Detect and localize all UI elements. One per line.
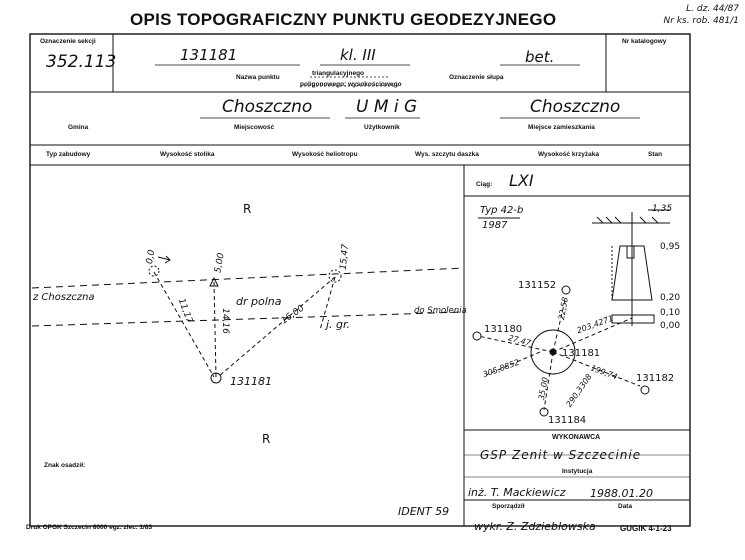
roof-top-height-label: Wys. szczytu daszka: [415, 151, 479, 158]
dim-top: 1,35: [652, 204, 673, 214]
measure-2: 5,00: [213, 252, 227, 274]
made-by-label: Sporządził: [492, 503, 525, 510]
depth-4: 0,00: [660, 321, 681, 331]
distance-2: 14,16: [219, 308, 230, 334]
locality-label: Miejscowość: [234, 124, 275, 131]
measure-1: 0,0: [144, 249, 158, 265]
form-code: GUGiK 4-1-23: [620, 524, 672, 533]
depth-1: 0,95: [660, 242, 681, 252]
ciag-label: Ciąg:: [476, 181, 493, 188]
form-title: OPIS TOPOGRAFICZNY PUNKTU GEODEZYJNEGO: [130, 10, 557, 29]
measure-3: 15,47: [338, 243, 351, 271]
status-label: Stan: [648, 151, 663, 158]
from-label: z Choszczna: [33, 292, 95, 303]
executor-header: WYKONAWCA: [552, 434, 601, 441]
heliotrope-height-label: Wysokość heliotropu: [292, 151, 358, 158]
executor-date: 1988.01.20: [590, 487, 653, 500]
date-label: Data: [618, 503, 633, 510]
distance-3: 16,00: [279, 303, 307, 327]
angle-2: 27,47: [507, 333, 532, 348]
ciag-value: LXI: [509, 171, 534, 190]
printer-info: Druk OPGK Szczecin 8000 egz. zlec. 1/83: [26, 524, 153, 531]
signs-label: Znak osadził:: [44, 462, 86, 469]
drawn-by: wykr. Z. Zdziebłowska: [474, 520, 596, 533]
ref-point-131184: 131184: [548, 415, 587, 426]
point-number: 131181: [180, 46, 238, 64]
depth-2: 0,20: [660, 293, 681, 303]
triangulation-label: triangulacyjnego: [312, 70, 365, 77]
depth-3: 0,10: [660, 308, 681, 318]
angle-3: 203,4271: [575, 313, 615, 336]
to-label: do Smolenia: [414, 306, 467, 316]
post-type: bet.: [525, 48, 555, 66]
building-type-label: Typ zabudowy: [46, 151, 91, 158]
angle-7: 290,3308: [564, 372, 594, 409]
gmina-label: Gmina: [68, 124, 89, 131]
ident-label: IDENT 59: [398, 505, 450, 518]
section-label: Oznaczenie sekcji: [40, 38, 96, 45]
angle-4: 305,8852: [481, 357, 521, 380]
institution-label: Instytucja: [562, 468, 593, 475]
post-label: Oznaczenie słupa: [449, 74, 504, 81]
ref-point-131181: 131181: [562, 348, 601, 359]
angle-5: 199,74: [589, 363, 619, 382]
north-r-label: R: [243, 202, 252, 216]
post-year: 1987: [482, 220, 508, 231]
south-r-label: R: [262, 432, 271, 446]
road-label: dr polna: [236, 295, 282, 308]
catalog-label: Nr katalogowy: [622, 38, 667, 45]
angle-6: 35,00: [537, 376, 550, 401]
gmina-value: Choszczno: [222, 97, 313, 117]
polygon-label: poligonowego: wysokościowego: [300, 81, 402, 88]
table-height-label: Wysokość stolika: [160, 151, 215, 158]
sketch-point-label: 131181: [230, 375, 272, 388]
point-class: kl. III: [340, 46, 376, 64]
engineer-name: inż. T. Mackiewicz: [468, 486, 566, 499]
cross-height-label: Wysokość krzyżaka: [538, 151, 599, 158]
section-value: 352.113: [46, 52, 117, 72]
post-type-code: Typ 42-b: [480, 205, 524, 216]
residence-label: Miejsce zamieszkania: [528, 124, 595, 131]
ref-line-1: L. dz. 44/87: [686, 4, 739, 14]
ref-point-131152: 131152: [518, 280, 557, 291]
user-value: U M i G: [356, 97, 418, 117]
name-label: Nazwa punktu: [236, 74, 280, 81]
ref-point-131180: 131180: [484, 324, 523, 335]
tree-label: j. gr.: [326, 318, 351, 331]
executor-company: GSP Zenit w Szczecinie: [480, 448, 642, 462]
user-label: Użytkownik: [364, 124, 400, 131]
ref-point-131182: 131182: [636, 373, 675, 384]
residence-value: Choszczno: [530, 97, 621, 117]
distance-1: 11,17: [175, 297, 194, 325]
ref-line-2: Nr ks. rob. 481/1: [663, 16, 739, 26]
angle-1: 22,58: [557, 296, 570, 321]
